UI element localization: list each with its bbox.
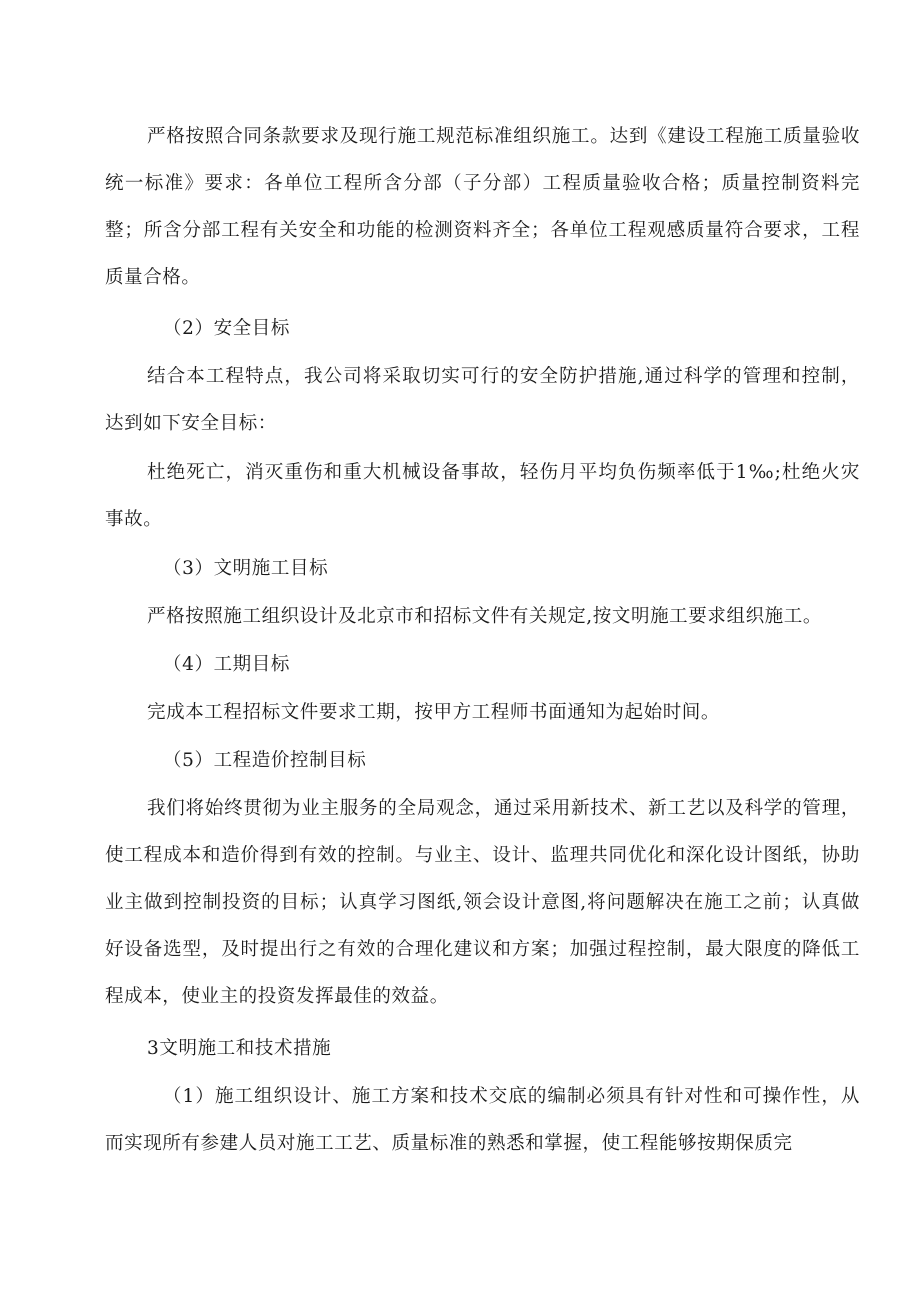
technical-measures-paragraph: （1）施工组织设计、施工方案和技术交底的编制必须具有针对性和可操作性，从而实现所有参建人员对施工工艺、质量标准的熟悉和掌握，使工程能够按期保质完 — [105, 1086, 860, 1154]
cost-control-paragraph: 我们将始终贯彻为业主服务的全局观念，通过采用新技术、新工艺以及科学的管理，使工程成本和造价得到有效的控制。与业主、设计、监理共同优化和深化设计图纸，协助业主做到控制投资的目标；认真学习图纸,领会设计意图,将问题解决在施工之前；认真做好设备选型，及时提出行之有效的合理化建议和方案；加强过程控制，最大限度的降低工程成本，使业主的投资发挥最佳的效益。 — [105, 798, 860, 1007]
cost-control-goal-heading: （5）工程造价控制目标 — [163, 750, 367, 771]
safety-goal-detail-paragraph: 杜绝死亡，消灭重伤和重大机械设备事故，轻伤月平均负伤频率低于1‰;杜绝火灾事故。 — [105, 462, 860, 530]
safety-goal-intro-paragraph: 结合本工程特点，我公司将采取切实可行的安全防护措施,通过科学的管理和控制，达到如下安全目标： — [105, 366, 860, 434]
schedule-goal-heading: （4）工期目标 — [163, 654, 290, 675]
civilized-construction-goal-heading: （3）文明施工目标 — [163, 558, 329, 579]
quality-goal-paragraph: 严格按照合同条款要求及现行施工规范标准组织施工。达到《建设工程施工质量验收统一标准》要求：各单位工程所含分部（子分部）工程质量验收合格；质量控制资料完整；所含分部工程有关安全和功能的检测资料齐全；各单位工程观感质量符合要求，工程质量合格。 — [105, 126, 860, 288]
safety-goal-heading: （2）安全目标 — [163, 318, 290, 339]
civilized-construction-paragraph: 严格按照施工组织设计及北京市和招标文件有关规定,按文明施工要求组织施工。 — [147, 606, 822, 627]
schedule-goal-paragraph: 完成本工程招标文件要求工期，按甲方工程师书面通知为起始时间。 — [147, 702, 721, 723]
section-3-heading: 3文明施工和技术措施 — [147, 1038, 332, 1059]
